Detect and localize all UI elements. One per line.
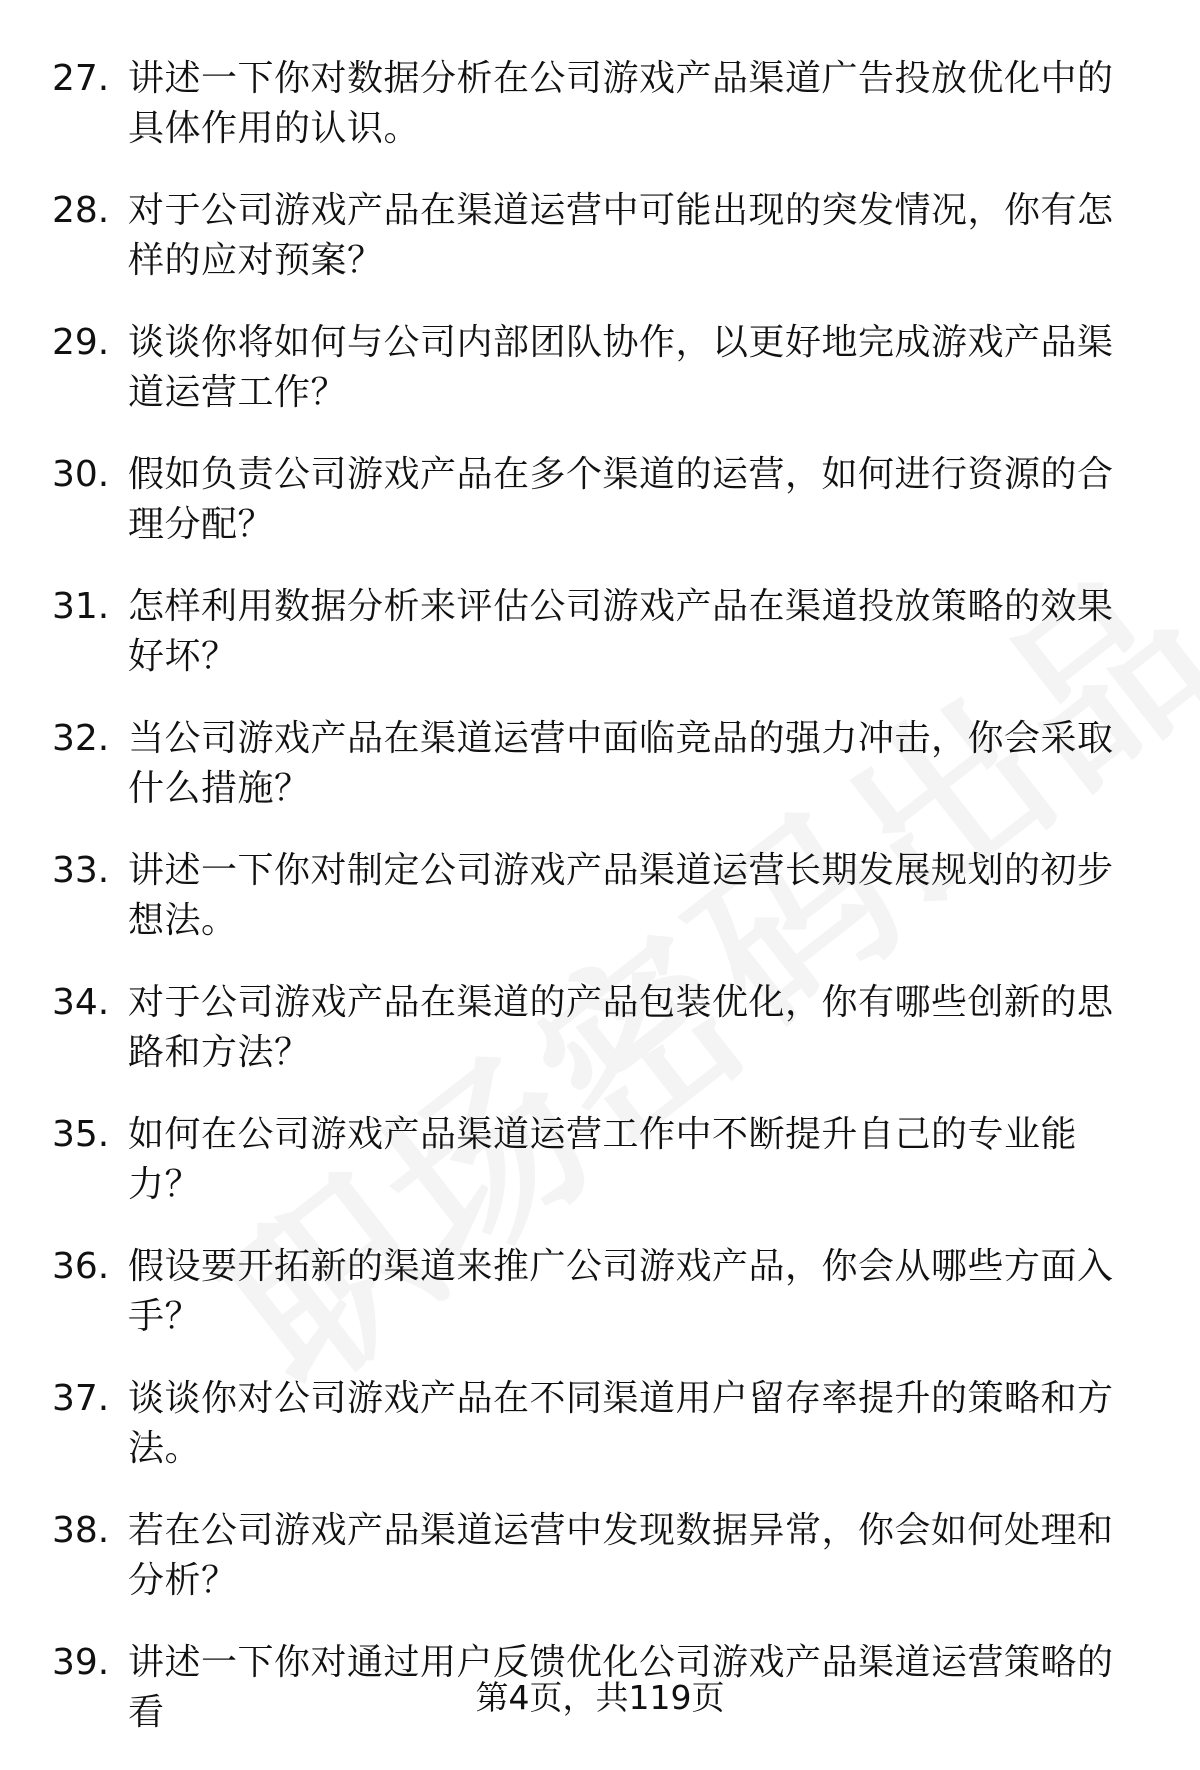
question-text: 讲述一下你对通过用户反馈优化公司游戏产品渠道运营策略的看 (128, 1642, 1114, 1733)
question-number: 33. (52, 850, 110, 891)
question-number: 36. (52, 1246, 110, 1287)
question-item (0, 450, 1200, 582)
question-item (0, 186, 1200, 318)
question-text: 谈谈你对公司游戏产品在不同渠道用户留存率提升的策略和方法。 (128, 1378, 1114, 1469)
question-item (0, 846, 1200, 978)
question-number: 27. (52, 58, 110, 99)
question-text: 谈谈你将如何与公司内部团队协作，以更好地完成游戏产品渠道运营工作？ (128, 322, 1114, 413)
question-number: 30. (52, 454, 110, 495)
question-text: 当公司游戏产品在渠道运营中面临竞品的强力冲击，你会采取什么措施？ (128, 718, 1114, 809)
question-number: 38. (52, 1510, 110, 1551)
question-number: 34. (52, 982, 110, 1023)
question-number: 28. (52, 190, 110, 231)
question-number: 31. (52, 586, 110, 627)
question-text: 对于公司游戏产品在渠道的产品包装优化，你有哪些创新的思路和方法？ (128, 982, 1114, 1073)
question-item (0, 54, 1200, 186)
question-item (0, 318, 1200, 450)
question-number: 35. (52, 1114, 110, 1155)
question-item (0, 1506, 1200, 1638)
question-number: 29. (52, 322, 110, 363)
question-text: 假如负责公司游戏产品在多个渠道的运营，如何进行资源的合理分配？ (128, 454, 1114, 545)
question-text: 若在公司游戏产品渠道运营中发现数据异常，你会如何处理和分析？ (128, 1510, 1114, 1601)
question-text: 讲述一下你对数据分析在公司游戏产品渠道广告投放优化中的具体作用的认识。 (128, 58, 1114, 149)
question-item (0, 978, 1200, 1110)
question-text: 讲述一下你对制定公司游戏产品渠道运营长期发展规划的初步想法。 (128, 850, 1114, 941)
question-list (0, 54, 1200, 1770)
page-footer: 第4页，共119页 (475, 1678, 725, 1717)
question-item (0, 1110, 1200, 1242)
question-number: 37. (52, 1378, 110, 1419)
question-item (0, 714, 1200, 846)
question-text: 假设要开拓新的渠道来推广公司游戏产品，你会从哪些方面入手？ (128, 1246, 1114, 1337)
question-number: 39. (52, 1642, 110, 1683)
question-text: 怎样利用数据分析来评估公司游戏产品在渠道投放策略的效果好坏？ (128, 586, 1114, 677)
question-number: 32. (52, 718, 110, 759)
question-text: 对于公司游戏产品在渠道运营中可能出现的突发情况，你有怎样的应对预案？ (128, 190, 1114, 281)
question-item (0, 1242, 1200, 1374)
question-item (0, 1374, 1200, 1506)
question-text: 如何在公司游戏产品渠道运营工作中不断提升自己的专业能力？ (128, 1114, 1078, 1205)
question-item (0, 582, 1200, 714)
